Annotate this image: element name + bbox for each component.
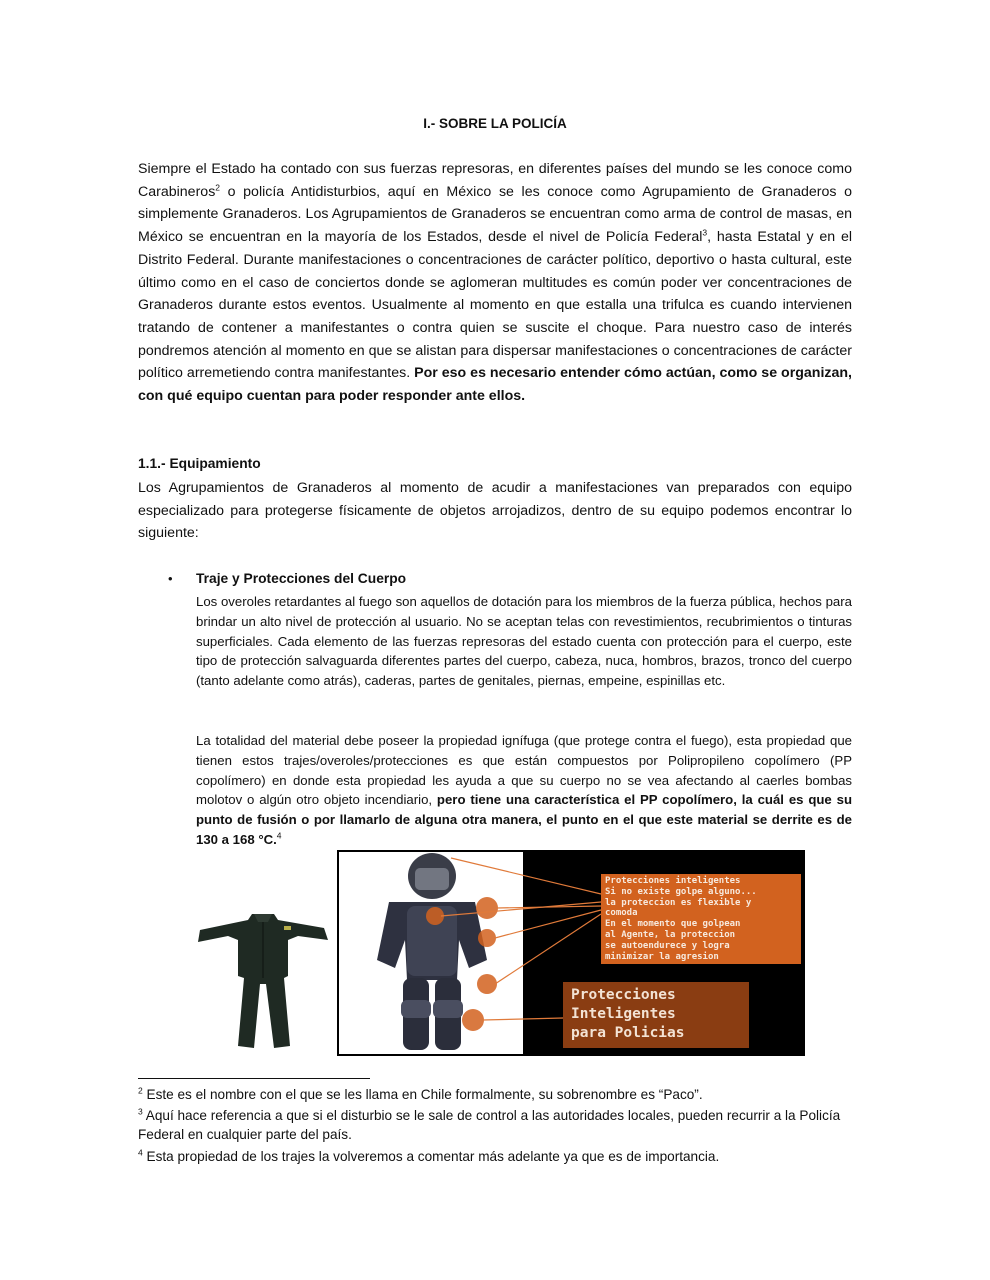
footnote-ref-2[interactable]: 2 <box>215 181 221 192</box>
callout-line: se autoendurece y logra <box>605 940 730 951</box>
bullet-paragraph-1: Los overoles retardantes al fuego son aquellos de dotación para los miembros de la fuerza pública, hechos para brindar un alto nivel de protección al usuario. No se aceptan telas con revestimientos, recubrimientos o tinturas superficiales. Cada elemento de las fuerzas represoras del estado cuenta con protección para el cuerpo, este tipo de protección salvaguarda diferentes partes del cuerpo, cabeza, nuca, hombros, brazos, tronco del cuerpo (tanto adelante como atrás), caderas, partes de genitales, piernas, empeine, espinillas etc. <box>196 594 852 689</box>
section-heading: 1.1.- Equipamiento <box>138 456 261 471</box>
footnote-text: Esta propiedad de los trajes la volveremos a comentar más adelante ya que es de importancia. <box>142 1149 720 1164</box>
callout-line: al Agente, la proteccion <box>605 929 736 940</box>
footnote-4 <box>138 1147 852 1166</box>
page-title: I.- SOBRE LA POLICÍA <box>423 116 567 131</box>
badge-line: Inteligentes <box>571 1006 676 1022</box>
badge-line: para Policias <box>571 1025 685 1041</box>
riot-gear-photo <box>337 850 805 1056</box>
intro-text-2: o policía Antidisturbios, aquí en México se les conoce como Agrupamiento de Granaderos o simplemente Granaderos. Los Agrupamientos de Granaderos se encuentran como arma de control de masas, en México se encuentran en la mayoría de los Estados, desde el nivel de Policía Federal <box>138 183 852 246</box>
footnote-number: 3 <box>138 1106 143 1117</box>
footnote-2 <box>138 1085 852 1104</box>
coverall-image <box>190 906 335 1056</box>
smart-protection-callout <box>601 874 801 964</box>
callout-line: comoda <box>605 908 638 919</box>
section-paragraph: Los Agrupamientos de Granaderos al momento de acudir a manifestaciones van preparados con equipo especializado para protegerse físicamente de objetos arrojadizos, dentro de su equipo podemos encontrar lo siguiente: <box>138 480 852 542</box>
badge-line: Protecciones <box>571 987 676 1003</box>
intro-paragraph <box>138 158 852 408</box>
bullet-paragraph-2 <box>196 731 852 850</box>
bullet-marker: • <box>168 571 173 586</box>
callout-line: Protecciones inteligentes <box>605 876 741 886</box>
bullet-title: Traje y Protecciones del Cuerpo <box>196 571 407 586</box>
footnote-text: Aquí hace referencia a que si el disturbio se le sale de control a las autoridades locales, pueden recurrir a la Policía Federal en cualquier parte del país. <box>138 1108 841 1142</box>
callout-line: En el momento que golpean <box>605 919 741 930</box>
footnote-separator <box>138 1078 370 1079</box>
intro-bold-text: Por eso es necesario entender cómo actúan, como se organizan, con qué equipo cuentan para poder responder ante ellos. <box>138 365 852 405</box>
footnote-3 <box>138 1106 852 1144</box>
footnote-number: 4 <box>138 1147 143 1158</box>
bullet-paragraph-2-text: La totalidad del material debe poseer la propiedad ignífuga (que protege contra el fuego), esta propiedad que tienen estos trajes/overoles/protecciones es que están compuestos por Polipropileno copolímero (PP copolímero) en donde esta propiedad les ayuda a que su cuerpo no se vea afectando al caerles bombas molotov o algún otro objeto incendiario, <box>196 733 852 808</box>
bullet-paragraph-2-bold: pero tiene una característica el PP copolímero, la cuál es que su punto de fusión o por llamarlo de alguna otra manera, el punto en el que este material se derrite es de 130 a 168 °C. <box>196 792 852 847</box>
callout-line: la proteccion es flexible y <box>605 897 752 908</box>
callout-line: minimizar la agresion <box>605 951 719 962</box>
callout-line: Si no existe golpe alguno... <box>605 886 757 897</box>
footnote-number: 2 <box>138 1085 143 1096</box>
intro-text-1: Siempre el Estado ha contado con sus fuerzas represoras, en diferentes países del mundo se les conoce como Carabineros <box>138 161 852 200</box>
footnote-ref-3[interactable]: 3 <box>702 227 708 238</box>
intro-text-3: , hasta Estatal y en el Distrito Federal. Durante manifestaciones o concentraciones de carácter político, deportivo o hasta cultural, este último como en el caso de conciertos donde se aglomeran multitudes es común poder ver concentraciones de Granaderos durante estos eventos. Usualmente al momento en que estalla una trifulca es cuando intervienen tratando de contener a manifestantes o contra quien se suscite el choque. Para nuestro caso de interés pondremos atención al momento en que se alistan para dispersar manifestaciones o concentraciones de carácter político arremetiendo contra manifestantes. <box>138 229 853 382</box>
smart-protection-badge <box>563 982 749 1048</box>
footnote-text: Este es el nombre con el que se les llama en Chile formalmente, su sobrenombre es “Paco”. <box>142 1087 703 1102</box>
footnote-ref-4[interactable]: 4 <box>276 830 282 841</box>
